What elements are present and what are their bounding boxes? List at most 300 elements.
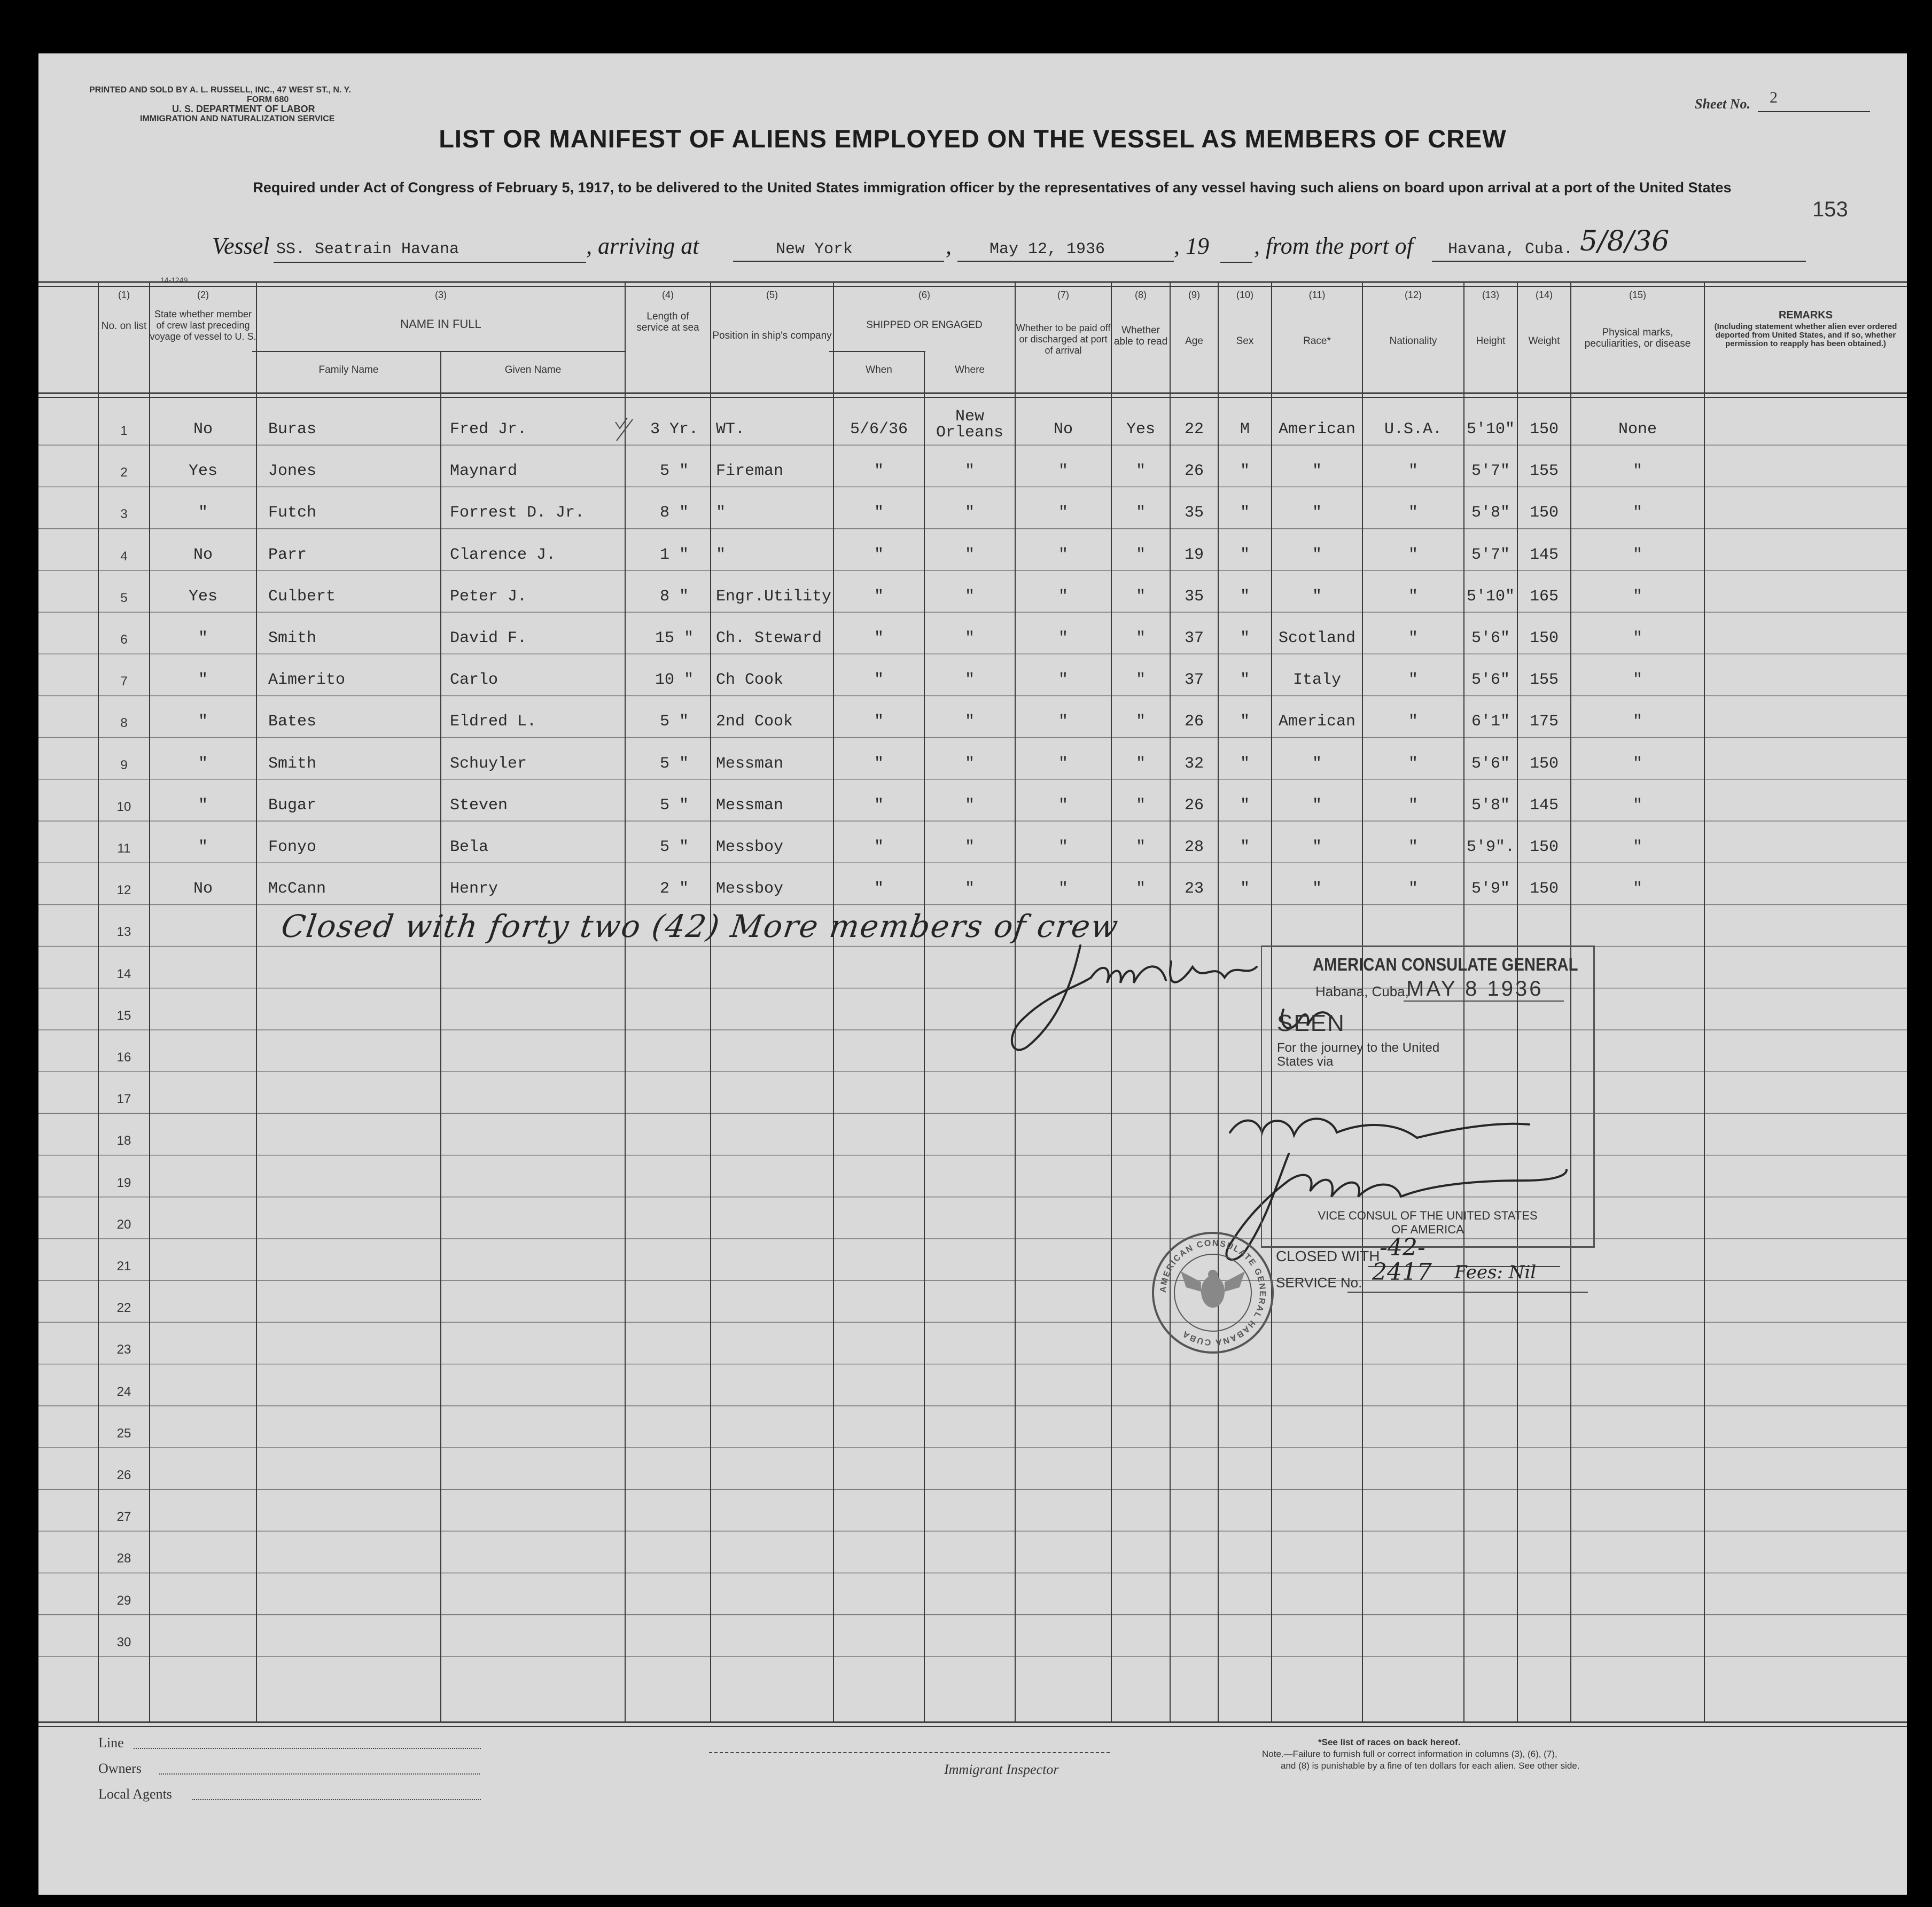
arrival-date: May 12, 1936 [957, 240, 1174, 262]
col-remarks: REMARKS [1778, 309, 1833, 321]
able-to-read-cell: " [1135, 462, 1146, 481]
paid-off-cell: " [1058, 629, 1068, 647]
row-number: 22 [116, 1301, 131, 1316]
shipped-where-cell: " [964, 587, 975, 606]
row-number: 18 [116, 1134, 131, 1148]
shipped-where-cell: " [964, 462, 975, 481]
family-name-cell: Parr [268, 545, 307, 564]
prev-voyage-cell: " [198, 629, 208, 647]
stamp-closed-value: -42- [1380, 1234, 1425, 1261]
nationality-cell: " [1408, 629, 1418, 647]
service-length-cell: 10 " [655, 671, 694, 690]
family-name-cell: Bates [268, 713, 317, 731]
shipped-where-cell: " [964, 796, 975, 815]
shipped-where-cell: " [964, 754, 975, 773]
shipped-when-cell: " [874, 796, 884, 815]
prev-voyage-cell: No [193, 420, 213, 439]
given-name-cell: Henry [450, 880, 498, 898]
shipped-when-cell: " [874, 587, 884, 606]
sex-cell: " [1240, 629, 1250, 647]
service-length-cell: 2 " [659, 880, 689, 898]
service-length-cell: 5 " [659, 462, 689, 481]
paid-off-cell: " [1058, 587, 1068, 606]
able-to-read-cell: " [1135, 629, 1146, 647]
physical-marks-cell: " [1632, 545, 1642, 564]
weight-cell: 155 [1529, 462, 1559, 481]
weight-cell: 175 [1529, 713, 1559, 731]
physical-marks-cell: " [1632, 629, 1642, 647]
shipped-where-cell: " [964, 671, 975, 690]
handwritten-date: 5/8/36 [1580, 225, 1670, 257]
able-to-read-cell: " [1135, 671, 1146, 690]
col-previous-voyage: State whether member of crew last preceding voyage of vessel to U. S. [150, 309, 256, 342]
row-number: 28 [116, 1551, 131, 1566]
given-name-cell: Peter J. [450, 587, 527, 606]
page-number: 153 [1812, 198, 1848, 221]
family-name-cell: Smith [268, 629, 317, 647]
race-cell: " [1312, 754, 1322, 773]
age-cell: 35 [1184, 587, 1204, 606]
age-cell: 32 [1184, 754, 1204, 773]
weight-cell: 150 [1529, 504, 1559, 522]
col-remarks-note: (Including statement whether alien ever ordered deported from United States, and if so, whether permission to reapply has been obtained.) [1714, 322, 1897, 348]
consulate-seal [1149, 1229, 1277, 1357]
col-paid-off: Whether to be paid off or discharged at port of arrival [1016, 323, 1111, 356]
row-number: 24 [116, 1384, 131, 1399]
race-cell: " [1312, 504, 1322, 522]
paid-off-cell: " [1058, 671, 1068, 690]
shipped-where-cell: " [964, 713, 975, 731]
row-number: 23 [116, 1342, 131, 1357]
footer-owners-label: Owners [98, 1761, 142, 1776]
race-cell: American [1278, 420, 1356, 439]
weight-cell: 150 [1529, 420, 1559, 439]
paid-off-cell: " [1058, 504, 1068, 522]
height-cell: 5'6" [1471, 671, 1510, 690]
able-to-read-cell: " [1135, 713, 1146, 731]
position-cell: WT. [716, 420, 745, 439]
year-label: , 19 [1174, 233, 1209, 259]
weight-cell: 150 [1529, 880, 1559, 898]
row-number: 7 [120, 674, 128, 689]
page-subtitle: Required under Act of Congress of February 5, 1917, to be delivered to the United States immigration officer by the representatives of any vessel having such aliens on board upon arrival at a port of the United States [253, 179, 1732, 196]
physical-marks-cell: " [1632, 713, 1642, 731]
col-given-name: Given Name [504, 364, 562, 376]
height-cell: 5'6" [1471, 754, 1510, 773]
service-length-cell: 1 " [659, 545, 689, 564]
paid-off-cell: " [1058, 880, 1068, 898]
col-position: Position in ship's company [712, 330, 832, 341]
position-cell: " [716, 504, 726, 522]
race-cell: " [1312, 462, 1322, 481]
family-name-cell: Buras [268, 420, 317, 439]
family-name-cell: Bugar [268, 796, 317, 815]
col-num: (5) [766, 290, 778, 300]
service-length-cell: 5 " [659, 796, 689, 815]
sex-cell: " [1240, 796, 1250, 815]
paid-off-cell: " [1058, 462, 1068, 481]
shipped-when-cell: " [874, 504, 884, 522]
row-number: 29 [116, 1593, 131, 1608]
col-num: (15) [1629, 290, 1646, 300]
inspector-label: Immigrant Inspector [944, 1762, 1059, 1777]
col-service-length: Length of service at sea [636, 311, 699, 333]
row-number: 6 [120, 632, 128, 647]
col-age: Age [1185, 335, 1203, 347]
prev-voyage-cell: " [198, 796, 208, 815]
col-num: (7) [1057, 290, 1069, 300]
stamp-service-label: SERVICE No. [1276, 1275, 1362, 1291]
shipped-when-cell: " [874, 713, 884, 731]
row-number: 21 [116, 1259, 131, 1273]
row-number: 11 [117, 841, 131, 856]
col-num: (11) [1308, 290, 1326, 300]
col-nationality: Nationality [1389, 335, 1437, 347]
race-cell: American [1278, 713, 1356, 731]
physical-marks-cell: None [1618, 420, 1657, 439]
sex-cell: M [1240, 420, 1250, 439]
given-name-cell: Eldred L. [450, 713, 537, 731]
consulate-stamp [1261, 945, 1595, 1248]
vessel-name: SS. Seatrain Havana [274, 240, 586, 263]
footer-note-2: and (8) is punishable by a fine of ten dollars for each alien. See other side. [1281, 1761, 1580, 1771]
col-shipped-where: Where [955, 364, 985, 376]
given-name-cell: Steven [450, 796, 508, 815]
prev-voyage-cell: No [193, 545, 213, 564]
sex-cell: " [1240, 880, 1250, 898]
service-length-cell: 8 " [659, 587, 689, 606]
col-num: (6) [918, 290, 930, 300]
able-to-read-cell: Yes [1126, 420, 1155, 439]
sex-cell: " [1240, 587, 1250, 606]
shipped-when-cell: " [874, 754, 884, 773]
age-cell: 26 [1184, 713, 1204, 731]
arriving-port: New York [733, 240, 944, 262]
position-cell: Fireman [716, 462, 784, 481]
given-name-cell: David F. [450, 629, 527, 647]
physical-marks-cell: " [1632, 880, 1642, 898]
given-name-cell: Schuyler [450, 754, 527, 773]
col-name-in-full: NAME IN FULL [400, 317, 481, 331]
paid-off-cell: " [1058, 713, 1068, 731]
inspector-signature-line [709, 1752, 1110, 1753]
col-num: (4) [662, 290, 674, 300]
sex-cell: " [1240, 671, 1250, 690]
stamp-service-line [1347, 1292, 1588, 1293]
sex-cell: " [1240, 462, 1250, 481]
prev-voyage-cell: Yes [188, 587, 217, 606]
family-name-cell: Smith [268, 754, 317, 773]
row-number: 17 [116, 1092, 131, 1107]
position-cell: 2nd Cook [716, 713, 793, 731]
row-number: 9 [120, 757, 128, 772]
physical-marks-cell: " [1632, 754, 1642, 773]
family-name-cell: Culbert [268, 587, 336, 606]
shipped-where-cell: New Orleans [936, 408, 1004, 442]
service-length-cell: 5 " [659, 713, 689, 731]
footer-owners-field [159, 1773, 480, 1775]
race-cell: " [1312, 587, 1322, 606]
position-cell: " [716, 545, 726, 564]
footer-line-label: Line [98, 1735, 124, 1750]
col-weight: Weight [1528, 335, 1560, 347]
age-cell: 26 [1184, 462, 1204, 481]
row-number: 4 [120, 549, 128, 564]
shipped-where-cell: " [964, 504, 975, 522]
col-family-name: Family Name [318, 364, 379, 376]
service-length-cell: 3 Yr. [650, 420, 698, 439]
stamp-header: AMERICAN CONSULATE GENERAL [1313, 955, 1578, 975]
nationality-cell: " [1408, 754, 1418, 773]
physical-marks-cell: " [1632, 587, 1642, 606]
row-number: 27 [116, 1510, 131, 1525]
position-cell: Messman [716, 754, 784, 773]
physical-marks-cell: " [1632, 504, 1642, 522]
height-cell: 5'10" [1466, 587, 1515, 606]
family-name-cell: Aimerito [268, 671, 346, 690]
race-cell: " [1312, 545, 1322, 564]
service-length-cell: 15 " [655, 629, 694, 647]
height-cell: 5'9". [1466, 838, 1515, 856]
weight-cell: 145 [1529, 545, 1559, 564]
stamp-seen: SEEN [1277, 1010, 1345, 1036]
page-title: LIST OR MANIFEST OF ALIENS EMPLOYED ON THE VESSEL AS MEMBERS OF CREW [439, 124, 1507, 153]
footer-line-field [134, 1748, 481, 1749]
given-name-cell: Clarence J. [450, 545, 556, 564]
col-num: (10) [1236, 290, 1253, 300]
stamp-closed-label: CLOSED WITH [1276, 1248, 1380, 1264]
given-name-cell: Bela [450, 838, 489, 856]
col-list-number: No. on list [101, 321, 147, 332]
race-cell: " [1312, 838, 1322, 856]
able-to-read-cell: " [1135, 545, 1146, 564]
given-name-cell: Forrest D. Jr. [450, 504, 585, 522]
eagle-icon [1181, 1270, 1245, 1308]
age-cell: 28 [1184, 838, 1204, 856]
paid-off-cell: " [1058, 545, 1068, 564]
col-num: (9) [1188, 290, 1200, 300]
form-number: FORM 680 [247, 95, 289, 104]
service-name: IMMIGRATION AND NATURALIZATION SERVICE [140, 114, 335, 123]
shipped-when-cell: " [874, 880, 884, 898]
col-race: Race* [1303, 335, 1331, 347]
col-num: (12) [1404, 290, 1422, 300]
footer-note-1: Note.—Failure to furnish full or correct information in columns (3), (6), (7), [1262, 1749, 1557, 1759]
shipped-where-cell: " [964, 545, 975, 564]
weight-cell: 165 [1529, 587, 1559, 606]
sheet-number: 2 [1770, 89, 1778, 106]
able-to-read-cell: " [1135, 796, 1146, 815]
nationality-cell: " [1408, 504, 1418, 522]
physical-marks-cell: " [1632, 462, 1642, 481]
arriving-label: , arriving at [586, 233, 699, 259]
given-name-cell: Carlo [450, 671, 498, 690]
height-cell: 5'10" [1466, 420, 1515, 439]
col-num: (1) [118, 290, 130, 300]
race-cell: Scotland [1278, 629, 1356, 647]
printer-line: PRINTED AND SOLD BY A. L. RUSSELL, INC., 47 WEST ST., N. Y. [89, 85, 351, 95]
shipped-when-cell: 5/6/36 [850, 420, 908, 439]
stamp-city: Habana, Cuba, [1315, 983, 1409, 999]
height-cell: 5'9" [1471, 880, 1510, 898]
row-number: 5 [120, 590, 128, 605]
row-number: 10 [116, 799, 131, 814]
position-cell: Ch Cook [716, 671, 784, 690]
shipped-when-cell: " [874, 671, 884, 690]
paid-off-cell: " [1058, 838, 1068, 856]
sex-cell: " [1240, 754, 1250, 773]
nationality-cell: " [1408, 671, 1418, 690]
department-name: U. S. DEPARTMENT OF LABOR [172, 104, 315, 114]
height-cell: 5'8" [1471, 796, 1510, 815]
footer-agents-field [192, 1799, 481, 1800]
physical-marks-cell: " [1632, 838, 1642, 856]
col-num: (14) [1535, 290, 1553, 300]
sheet-label: Sheet No. [1695, 96, 1750, 112]
height-cell: 5'6" [1471, 629, 1510, 647]
position-cell: Messboy [716, 880, 784, 898]
age-cell: 19 [1184, 545, 1204, 564]
prev-voyage-cell: " [198, 713, 208, 731]
row-number: 26 [116, 1468, 131, 1482]
shipped-when-cell: " [874, 629, 884, 647]
nationality-cell: " [1408, 462, 1418, 481]
race-cell: Italy [1292, 671, 1341, 690]
row-number: 12 [116, 883, 131, 898]
row-number: 8 [120, 716, 128, 731]
stamp-consul: VICE CONSUL OF THE UNITED STATES OF AMERICA [1318, 1209, 1538, 1236]
weight-cell: 145 [1529, 796, 1559, 815]
able-to-read-cell: " [1135, 880, 1146, 898]
row-number: 13 [116, 925, 131, 940]
row-number: 14 [116, 966, 131, 981]
col-height: Height [1476, 335, 1506, 347]
age-cell: 23 [1184, 880, 1204, 898]
race-cell: " [1312, 796, 1322, 815]
nationality-cell: " [1408, 587, 1418, 606]
col-physical-marks: Physical marks, peculiarities, or disease [1584, 327, 1691, 349]
paid-off-cell: " [1058, 796, 1068, 815]
nationality-cell: " [1408, 838, 1418, 856]
service-length-cell: 8 " [659, 504, 689, 522]
nationality-cell: " [1408, 545, 1418, 564]
handwritten-closing-note: Closed with forty two (42) More members of crew [279, 908, 1121, 944]
stamp-fees: Fees: Nil [1454, 1262, 1537, 1283]
nationality-cell: U.S.A. [1384, 420, 1443, 439]
able-to-read-cell: " [1135, 754, 1146, 773]
family-name-cell: Jones [268, 462, 317, 481]
nationality-cell: " [1408, 880, 1418, 898]
shipped-where-cell: " [964, 629, 975, 647]
col-num: (13) [1482, 290, 1499, 300]
prev-voyage-cell: " [198, 504, 208, 522]
footer-note-races: *See list of races on back hereof. [1318, 1737, 1461, 1747]
family-name-cell: Fonyo [268, 838, 317, 856]
prev-voyage-cell: No [193, 880, 213, 898]
weight-cell: 155 [1529, 671, 1559, 690]
height-cell: 6'1" [1471, 713, 1510, 731]
race-cell: " [1312, 880, 1322, 898]
prev-voyage-cell: Yes [188, 462, 217, 481]
able-to-read-cell: " [1135, 838, 1146, 856]
age-cell: 22 [1184, 420, 1204, 439]
form-code: 14-1249 [160, 276, 188, 284]
row-number: 25 [116, 1426, 131, 1441]
col-num: (8) [1135, 290, 1147, 300]
shipped-where-cell: " [964, 838, 975, 856]
stamp-service-value: 2417 [1372, 1259, 1432, 1286]
age-cell: 37 [1184, 671, 1204, 690]
position-cell: Messboy [716, 838, 784, 856]
able-to-read-cell: " [1135, 587, 1146, 606]
able-to-read-cell: " [1135, 504, 1146, 522]
comma: , [946, 233, 952, 259]
stamp-journey: For the journey to the United States via [1277, 1041, 1440, 1069]
shipped-when-cell: " [874, 545, 884, 564]
col-num: (3) [435, 290, 447, 300]
weight-cell: 150 [1529, 629, 1559, 647]
row-number: 2 [120, 465, 128, 480]
sex-cell: " [1240, 713, 1250, 731]
weight-cell: 150 [1529, 754, 1559, 773]
position-cell: Ch. Steward [716, 629, 822, 647]
col-able-to-read: Whether able to read [1113, 325, 1168, 347]
given-name-cell: Fred Jr. [450, 420, 527, 439]
prev-voyage-cell: " [198, 838, 208, 856]
height-cell: 5'8" [1471, 504, 1510, 522]
seal-text: AMERICAN CONSULATE GENERAL HABANA CUBA [1158, 1238, 1267, 1347]
col-sex: Sex [1236, 335, 1254, 347]
row-number: 20 [116, 1217, 131, 1232]
from-port: Havana, Cuba. [1432, 240, 1806, 262]
row-number: 3 [120, 507, 128, 522]
family-name-cell: McCann [268, 880, 326, 898]
service-length-cell: 5 " [659, 838, 689, 856]
sex-cell: " [1240, 545, 1250, 564]
shipped-when-cell: " [874, 462, 884, 481]
stamp-date-line [1404, 1001, 1564, 1002]
age-cell: 37 [1184, 629, 1204, 647]
nationality-cell: " [1408, 713, 1418, 731]
height-cell: 5'7" [1471, 462, 1510, 481]
prev-voyage-cell: " [198, 754, 208, 773]
col-shipped-when: When [866, 364, 892, 376]
prev-voyage-cell: " [198, 671, 208, 690]
nationality-cell: " [1408, 796, 1418, 815]
age-cell: 26 [1184, 796, 1204, 815]
shipped-when-cell: " [874, 838, 884, 856]
row-number: 30 [116, 1635, 131, 1650]
footer-agents-label: Local Agents [98, 1786, 172, 1802]
weight-cell: 150 [1529, 838, 1559, 856]
col-num: (2) [197, 290, 209, 300]
vessel-label: Vessel [212, 233, 270, 259]
position-cell: Messman [716, 796, 784, 815]
row-number: 16 [116, 1050, 131, 1065]
manifest-sheet [38, 53, 1907, 1895]
family-name-cell: Futch [268, 504, 317, 522]
paid-off-cell: No [1053, 420, 1073, 439]
sex-cell: " [1240, 838, 1250, 856]
paid-off-cell: " [1058, 754, 1068, 773]
service-length-cell: 5 " [659, 754, 689, 773]
sex-cell: " [1240, 504, 1250, 522]
position-cell: Engr.Utility [716, 587, 832, 606]
row-number: 1 [120, 424, 128, 438]
given-name-cell: Maynard [450, 462, 518, 481]
row-number: 15 [116, 1008, 131, 1023]
physical-marks-cell: " [1632, 671, 1642, 690]
